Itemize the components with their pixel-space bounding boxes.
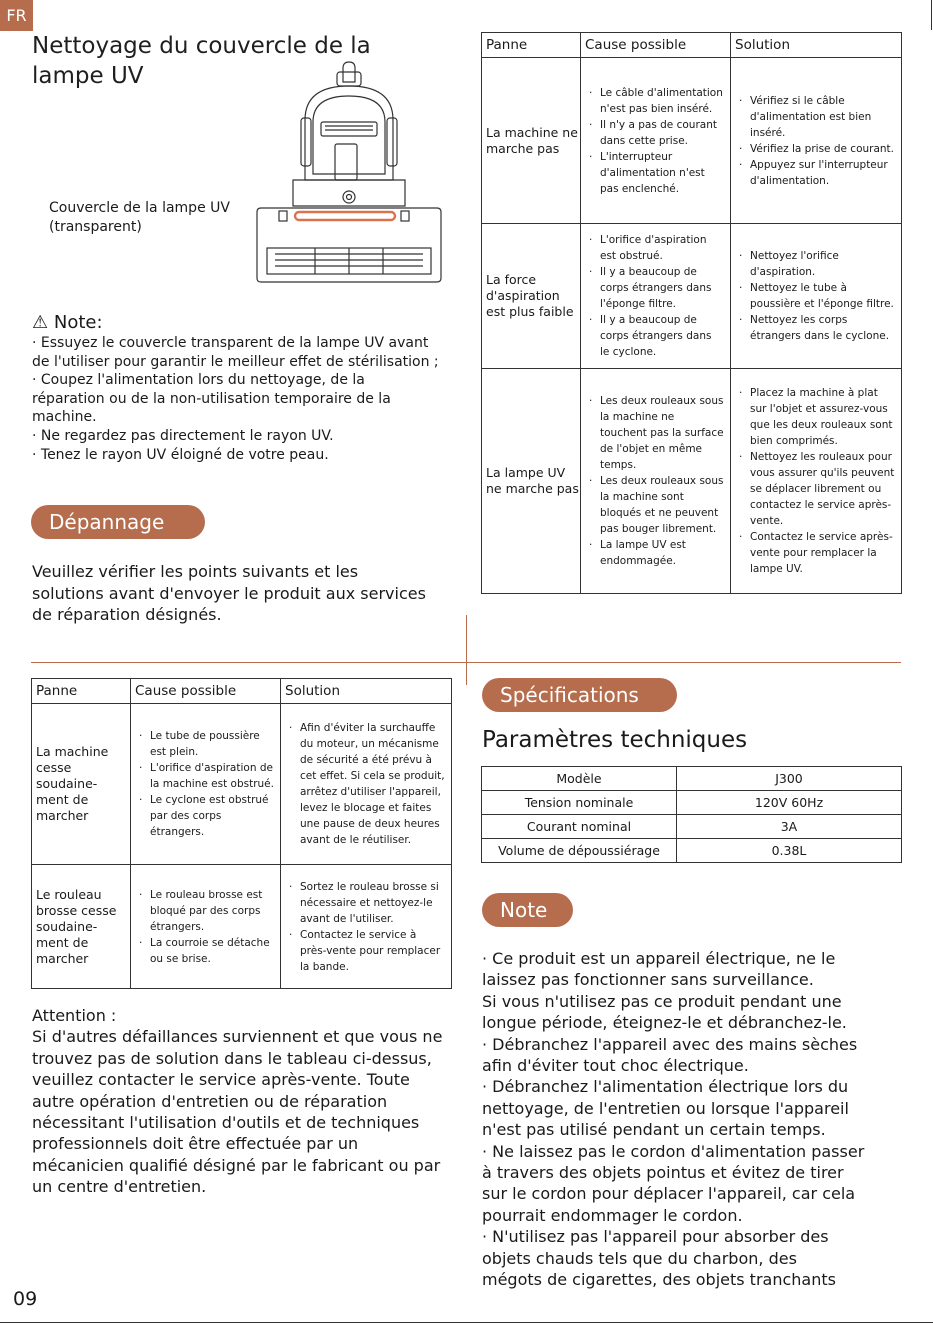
note-line: réparation ou de la non-utilisation temporaire de la — [32, 390, 391, 407]
uv-cover-label: Couvercle de la lampe UV (transparent) — [49, 200, 230, 235]
note-line: de l'utiliser pour garantir le meilleur effet de stérilisation ; — [32, 353, 439, 370]
note-line: n'est pas utilisé pendant un certain temps. — [482, 1120, 826, 1140]
note-line: nettoyage, de l'entretien ou lorsque l'appareil — [482, 1098, 849, 1118]
language-tab: FR — [0, 0, 33, 31]
note-line: longue période, éteignez-le et débranchez-le. — [482, 1013, 847, 1033]
fault-cell: Le rouleau brosse cesse soudaine- ment de marcher — [32, 865, 131, 989]
footer-line — [0, 1322, 933, 1323]
table-row — [32, 704, 452, 865]
note-line: mégots de cigarettes, des objets tranchants — [482, 1270, 836, 1290]
column-header: Solution — [281, 679, 452, 704]
spec-value: 3A — [677, 815, 902, 839]
solution-cell: · Placez la machine à plat sur l'objet et assurez-vous que les deux rouleaux sont bien comprimés. · Nettoyez les rouleaux pour vous assurer qu'ils peuvent se déplacer librement ou contactez le service après-vente. · Contactez le service après-vente pour remplacer la lampe UV. — [731, 369, 902, 594]
note-heading: ⚠ Note: — [32, 312, 103, 333]
depannage-heading-pill: Dépannage — [31, 505, 205, 539]
table-row — [482, 369, 902, 594]
fault-cell: La lampe UV ne marche pas — [482, 369, 581, 594]
warning-triangle-icon: ⚠ — [32, 312, 49, 333]
solution-cell: · Vérifiez si le câble d'alimentation est bien inséré. · Vérifiez la prise de courant. · Appuyez sur l'interrupteur d'alimentation. — [731, 58, 902, 224]
note-line: afin d'éviter tout choc électrique. — [482, 1056, 749, 1076]
column-header: Cause possible — [581, 33, 731, 58]
spec-label: Volume de dépoussiérage — [482, 839, 677, 863]
table-row — [482, 815, 902, 839]
uv-cleaning-title: Nettoyage du couvercle de la lampe UV — [32, 33, 371, 89]
safety-note-list — [482, 948, 912, 1291]
attention-title: Attention : — [32, 1006, 117, 1025]
fault-cell: La machine cesse soudaine- ment de marcher — [32, 704, 131, 865]
column-divider — [466, 615, 467, 685]
note-line: · Essuyez le couvercle transparent de la lampe UV avant — [32, 335, 429, 351]
table-row — [482, 791, 902, 815]
note-line: · Ne laissez pas le cordon d'alimentation passer — [482, 1141, 865, 1161]
spec-value: J300 — [677, 767, 902, 791]
table-row — [482, 767, 902, 791]
column-header: Solution — [731, 33, 902, 58]
vacuum-illustration — [255, 60, 447, 292]
note-line: · Coupez l'alimentation lors du nettoyage, de la — [32, 372, 365, 389]
solution-cell: · Sortez le rouleau brosse si nécessaire et nettoyez-le avant de l'utiliser. · Contactez le service à près-vente pour remplacer la bande. — [281, 865, 452, 989]
note-line: sur le cordon pour déplacer l'appareil, car cela — [482, 1184, 856, 1204]
spec-value: 0.38L — [677, 839, 902, 863]
spec-label: Modèle — [482, 767, 677, 791]
solution-cell: · Afin d'éviter la surchauffe du moteur, un mécanisme de sécurité a été prévu à cet effet. Si cela se produit, arrêtez d'utiliser l'appareil, levez le blocage et faites une pause de deux heures avant de le réutiliser. — [281, 704, 452, 865]
depannage-intro: Veuillez vérifier les points suivants et les solutions avant d'envoyer le produit aux services de réparation désignés. — [32, 562, 426, 624]
spec-value: 120V 60Hz — [677, 791, 902, 815]
cause-cell: · Le rouleau brosse est bloqué par des corps étrangers. · La courroie se détache ou se brise. — [131, 865, 281, 989]
column-header: Cause possible — [131, 679, 281, 704]
note-line: · Débranchez l'alimentation électrique lors du — [482, 1077, 849, 1097]
technical-params-title: Paramètres techniques — [482, 727, 748, 753]
troubleshooting-table-2 — [31, 678, 452, 989]
note-line: pourrait endommager le cordon. — [482, 1205, 743, 1225]
note-line: Si vous n'utilisez pas ce produit pendant une — [482, 991, 842, 1011]
column-header: Panne — [482, 33, 581, 58]
note-line: à travers des objets pointus et évitez de tirer — [482, 1163, 844, 1183]
note-line: · N'utilisez pas l'appareil pour absorber des — [482, 1227, 829, 1247]
note-line: machine. — [32, 409, 97, 426]
troubleshooting-table-1 — [481, 32, 902, 594]
note-heading-pill: Note — [482, 893, 573, 927]
cause-cell: · Le câble d'alimentation n'est pas bien inséré. · Il n'y a pas de courant dans cette prise. · L'interrupteur d'alimentation n'est pas enclenché. — [581, 58, 731, 224]
uv-cover-highlight — [295, 212, 395, 220]
cause-cell: · L'orifice d'aspiration est obstrué. · Il y a beaucoup de corps étrangers dans l'éponge filtre. · Il y a beaucoup de corps étrangers dans le cyclone. — [581, 224, 731, 369]
page-number: 09 — [13, 1288, 38, 1310]
attention-text: Si d'autres défaillances surviennent et que vous ne trouvez pas de solution dans le tableau ci-dessus, veuillez contacter le service après-vente. Toute autre opération d'entretien ou de réparation nécessitant l'utilisation d'outils et de techniques professionnels doit être effectuée par un mécanicien qualifié désigné par le fabricant ou par un centre d'entretien. — [32, 1027, 443, 1197]
specifications-heading-pill: Spécifications — [482, 678, 677, 712]
spec-label: Courant nominal — [482, 815, 677, 839]
note-line: objets chauds tels que du charbon, des — [482, 1248, 797, 1268]
note-line: · Ne regardez pas directement le rayon UV. — [32, 427, 334, 444]
table-row — [482, 839, 902, 863]
page-edge-line — [931, 0, 932, 30]
fault-cell: La machine ne marche pas — [482, 58, 581, 224]
table-row — [482, 58, 902, 224]
cause-cell: · Le tube de poussière est plein. · L'orifice d'aspiration de la machine est obstrué. · Le cyclone est obstrué par des corps étrangers. — [131, 704, 281, 865]
table-row — [482, 224, 902, 369]
note-line: · Ce produit est un appareil électrique, ne le — [482, 949, 836, 968]
attention-block — [32, 1005, 452, 1198]
note-list — [32, 334, 462, 464]
fault-cell: La force d'aspiration est plus faible — [482, 224, 581, 369]
section-divider — [31, 662, 901, 663]
column-header: Panne — [32, 679, 131, 704]
note-line: laissez pas fonctionner sans surveillance. — [482, 970, 814, 990]
table-row — [32, 865, 452, 989]
solution-cell: · Nettoyez l'orifice d'aspiration. · Nettoyez le tube à poussière et l'éponge filtre. · Nettoyez les corps étrangers dans le cyclone. — [731, 224, 902, 369]
note-line: · Débranchez l'appareil avec des mains sèches — [482, 1034, 858, 1054]
spec-label: Tension nominale — [482, 791, 677, 815]
specs-table — [481, 766, 902, 863]
note-line: · Tenez le rayon UV éloigné de votre peau. — [32, 446, 329, 463]
cause-cell: · Les deux rouleaux sous la machine ne touchent pas la surface de l'objet en même temps. · Les deux rouleaux sous la machine sont bloqués et ne peuvent pas bouger librement. · La lampe UV est endommagée. — [581, 369, 731, 594]
